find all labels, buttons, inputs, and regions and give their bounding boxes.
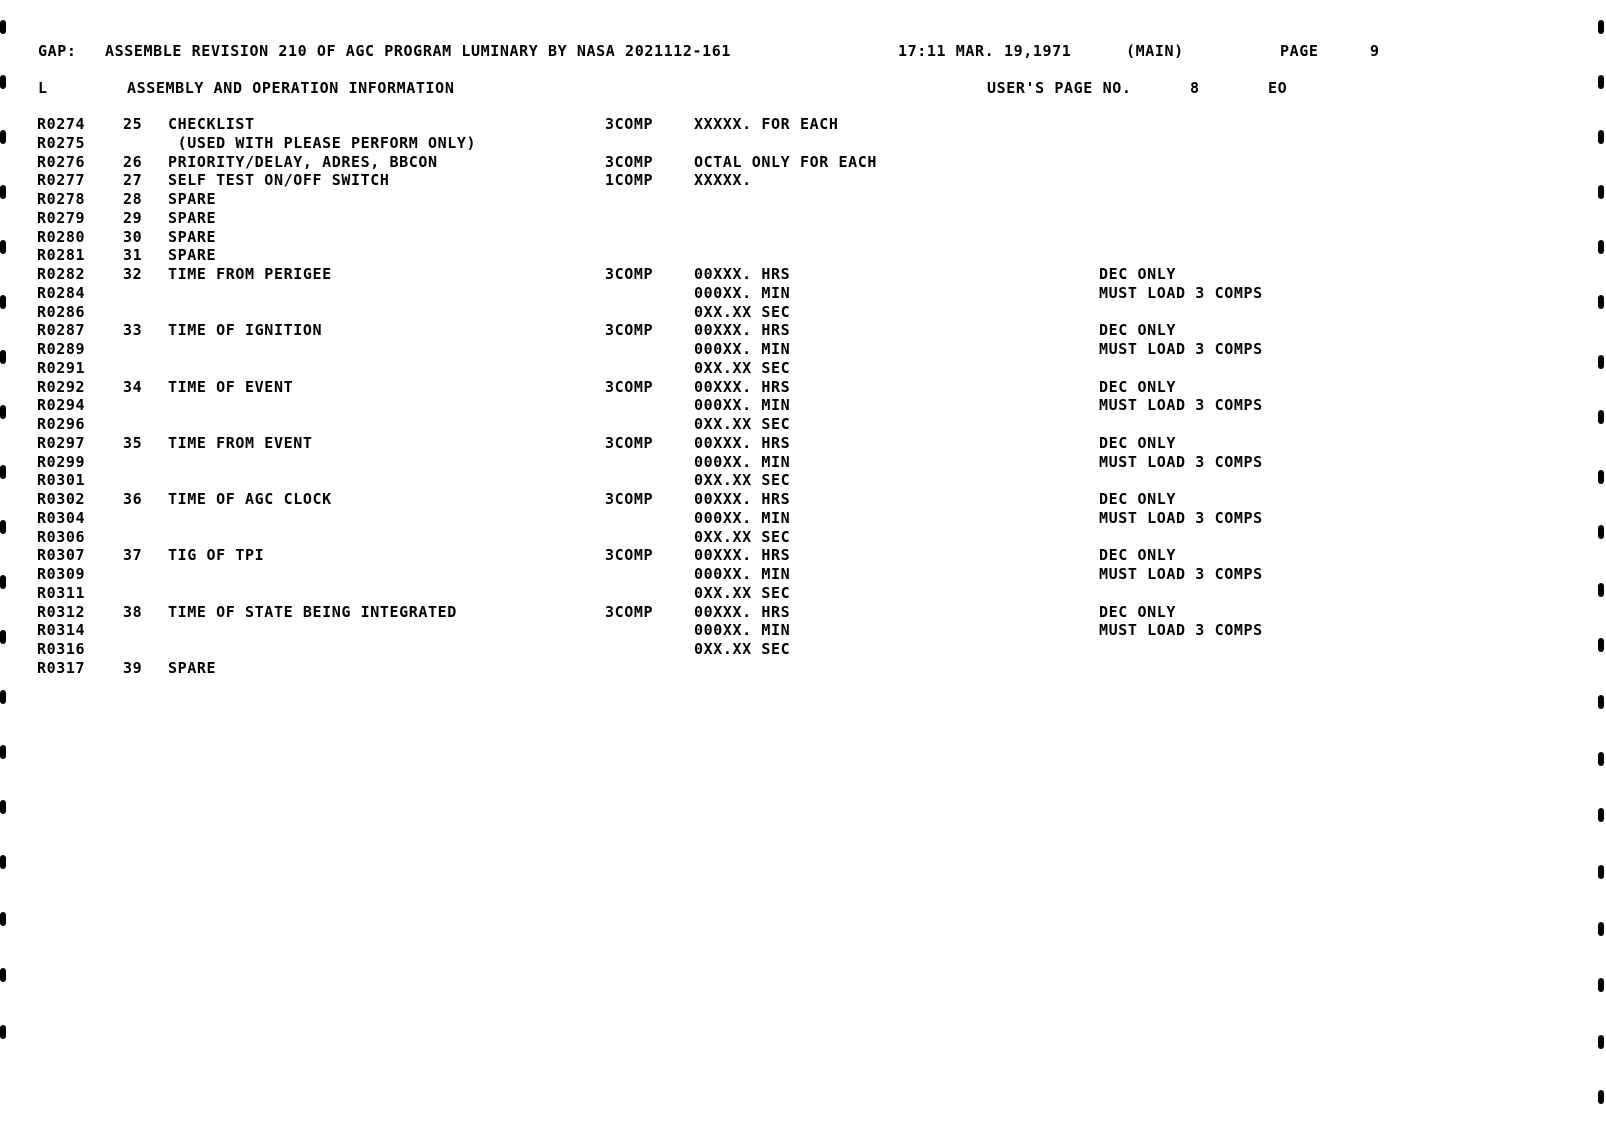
display-format: 0XX.XX SEC <box>694 583 791 602</box>
table-row <box>0 246 1606 264</box>
feed-hole <box>0 800 6 814</box>
item-note: DEC ONLY <box>1099 546 1177 565</box>
item-number: 33 <box>123 321 143 340</box>
section-title: ASSEMBLY AND OPERATION INFORMATION <box>127 79 455 97</box>
item-number: 39 <box>123 658 143 677</box>
record-number: R0309 <box>37 565 86 583</box>
table-row <box>0 378 1606 396</box>
item-number: 31 <box>123 246 143 265</box>
feed-hole <box>0 75 6 89</box>
display-format: 000XX. MIN <box>694 340 791 358</box>
table-row <box>0 621 1606 639</box>
item-number: 37 <box>123 546 143 565</box>
table-row <box>0 134 1606 152</box>
item-note: MUST LOAD 3 COMPS <box>1099 283 1263 302</box>
feed-hole <box>1598 808 1604 822</box>
display-format: OCTAL ONLY FOR EACH <box>694 152 877 171</box>
table-row <box>0 434 1606 452</box>
display-format: 000XX. MIN <box>694 283 791 302</box>
table-row <box>0 115 1606 133</box>
header-main-label: (MAIN) <box>1126 42 1184 60</box>
users-page-number: 8 <box>1190 79 1200 97</box>
record-number: R0286 <box>37 302 86 321</box>
record-number: R0282 <box>37 265 86 283</box>
item-note: DEC ONLY <box>1099 433 1177 452</box>
item-number: 34 <box>123 377 143 396</box>
item-note: DEC ONLY <box>1099 377 1177 396</box>
display-format: 000XX. MIN <box>694 621 791 640</box>
feed-hole <box>1598 20 1604 34</box>
display-format: 00XXX. HRS <box>694 546 791 565</box>
table-row <box>0 340 1606 358</box>
record-number: R0276 <box>37 152 86 171</box>
feed-hole <box>1598 752 1604 766</box>
table-row <box>0 303 1606 321</box>
component-count: 3COMP <box>605 546 654 565</box>
feed-hole <box>1598 638 1604 652</box>
header-page-label: PAGE <box>1280 42 1319 60</box>
item-note: MUST LOAD 3 COMPS <box>1099 340 1263 358</box>
record-number: R0316 <box>37 640 86 658</box>
feed-hole <box>0 855 6 869</box>
feed-hole <box>1598 1035 1604 1049</box>
feed-hole <box>0 575 6 589</box>
feed-hole <box>0 350 6 364</box>
record-number: R0274 <box>37 115 86 133</box>
record-number: R0287 <box>37 321 86 340</box>
feed-hole <box>1598 470 1604 484</box>
record-number: R0311 <box>37 583 86 602</box>
feed-hole <box>0 240 6 254</box>
feed-hole <box>1598 695 1604 709</box>
component-count: 3COMP <box>605 602 654 621</box>
feed-hole <box>1598 130 1604 144</box>
table-row <box>0 284 1606 302</box>
item-note: MUST LOAD 3 COMPS <box>1099 621 1263 640</box>
display-format: 0XX.XX SEC <box>694 471 791 490</box>
feed-hole <box>0 295 6 309</box>
display-format: 00XXX. HRS <box>694 602 791 621</box>
subheader-marker: L <box>38 79 48 97</box>
feed-hole <box>1598 978 1604 992</box>
item-description: TIG OF TPI <box>168 546 265 565</box>
item-description: (USED WITH PLEASE PERFORM ONLY) <box>168 133 477 152</box>
item-description: TIME OF STATE BEING INTEGRATED <box>168 602 457 621</box>
feed-hole <box>0 630 6 644</box>
feed-hole <box>0 130 6 144</box>
feed-hole <box>1598 240 1604 254</box>
display-format: 000XX. MIN <box>694 452 791 471</box>
feed-hole <box>1598 75 1604 89</box>
display-format: 00XXX. HRS <box>694 265 791 283</box>
feed-hole <box>0 185 6 199</box>
table-row <box>0 415 1606 433</box>
table-row <box>0 153 1606 171</box>
feed-hole <box>1598 583 1604 597</box>
component-count: 3COMP <box>605 433 654 452</box>
item-description: SPARE <box>168 246 217 265</box>
feed-hole <box>0 520 6 534</box>
feed-hole <box>0 912 6 926</box>
record-number: R0299 <box>37 452 86 471</box>
table-row <box>0 546 1606 564</box>
component-count: 3COMP <box>605 152 654 171</box>
feed-hole <box>0 465 6 479</box>
item-description: TIME FROM PERIGEE <box>168 265 332 283</box>
item-description: SPARE <box>168 658 217 677</box>
item-number: 32 <box>123 265 143 283</box>
item-number: 38 <box>123 602 143 621</box>
feed-hole <box>0 20 6 34</box>
header-title: ASSEMBLE REVISION 210 OF AGC PROGRAM LUMINARY BY NASA 2021112-161 <box>105 42 731 60</box>
header-page-number: 9 <box>1370 42 1380 60</box>
record-number: R0317 <box>37 658 86 677</box>
table-row <box>0 471 1606 489</box>
feed-hole <box>0 968 6 982</box>
record-number: R0297 <box>37 433 86 452</box>
record-number: R0279 <box>37 208 86 227</box>
display-format: 0XX.XX SEC <box>694 358 791 377</box>
display-format: XXXXX. <box>694 171 752 190</box>
display-format: 000XX. MIN <box>694 396 791 415</box>
subheader-code: EO <box>1268 79 1288 97</box>
display-format: 0XX.XX SEC <box>694 415 791 433</box>
table-row <box>0 453 1606 471</box>
item-description: SPARE <box>168 190 217 208</box>
feed-hole <box>1598 295 1604 309</box>
table-row <box>0 190 1606 208</box>
item-note: MUST LOAD 3 COMPS <box>1099 565 1263 583</box>
component-count: 3COMP <box>605 265 654 283</box>
users-page-label: USER'S PAGE NO. <box>987 79 1132 97</box>
table-row <box>0 321 1606 339</box>
record-number: R0292 <box>37 377 86 396</box>
record-number: R0307 <box>37 546 86 565</box>
record-number: R0289 <box>37 340 86 358</box>
item-note: MUST LOAD 3 COMPS <box>1099 396 1263 415</box>
table-row <box>0 528 1606 546</box>
display-format: 0XX.XX SEC <box>694 302 791 321</box>
feed-hole <box>1598 1090 1604 1104</box>
record-number: R0301 <box>37 471 86 490</box>
display-format: 0XX.XX SEC <box>694 640 791 658</box>
record-number: R0278 <box>37 190 86 208</box>
item-note: MUST LOAD 3 COMPS <box>1099 452 1263 471</box>
record-number: R0314 <box>37 621 86 640</box>
record-number: R0306 <box>37 527 86 546</box>
component-count: 3COMP <box>605 377 654 396</box>
feed-hole <box>0 405 6 419</box>
record-number: R0302 <box>37 490 86 508</box>
feed-hole <box>1598 922 1604 936</box>
record-number: R0296 <box>37 415 86 433</box>
table-row <box>0 209 1606 227</box>
record-number: R0275 <box>37 133 86 152</box>
item-number: 27 <box>123 171 143 190</box>
feed-hole <box>1598 185 1604 199</box>
table-row <box>0 396 1606 414</box>
item-description: TIME FROM EVENT <box>168 433 313 452</box>
table-row <box>0 640 1606 658</box>
header-datetime: 17:11 MAR. 19,1971 <box>898 42 1072 60</box>
record-number: R0294 <box>37 396 86 415</box>
record-number: R0280 <box>37 227 86 246</box>
header-gap-label: GAP: <box>38 42 77 60</box>
display-format: XXXXX. FOR EACH <box>694 115 839 133</box>
item-note: DEC ONLY <box>1099 265 1177 283</box>
table-row <box>0 584 1606 602</box>
feed-hole <box>1598 525 1604 539</box>
item-description: SELF TEST ON/OFF SWITCH <box>168 171 390 190</box>
table-row <box>0 509 1606 527</box>
item-note: DEC ONLY <box>1099 490 1177 508</box>
table-row <box>0 490 1606 508</box>
table-row <box>0 359 1606 377</box>
table-row <box>0 603 1606 621</box>
record-number: R0291 <box>37 358 86 377</box>
item-description: TIME OF AGC CLOCK <box>168 490 332 508</box>
feed-hole <box>0 1025 6 1039</box>
display-format: 00XXX. HRS <box>694 377 791 396</box>
item-description: SPARE <box>168 227 217 246</box>
record-number: R0281 <box>37 246 86 265</box>
record-number: R0284 <box>37 283 86 302</box>
table-row <box>0 565 1606 583</box>
item-note: DEC ONLY <box>1099 321 1177 340</box>
component-count: 3COMP <box>605 321 654 340</box>
display-format: 0XX.XX SEC <box>694 527 791 546</box>
component-count: 3COMP <box>605 115 654 133</box>
record-number: R0277 <box>37 171 86 190</box>
feed-hole <box>0 745 6 759</box>
display-format: 000XX. MIN <box>694 565 791 583</box>
item-number: 35 <box>123 433 143 452</box>
table-row <box>0 171 1606 189</box>
item-description: SPARE <box>168 208 217 227</box>
item-note: MUST LOAD 3 COMPS <box>1099 508 1263 527</box>
table-row <box>0 265 1606 283</box>
display-format: 00XXX. HRS <box>694 490 791 508</box>
feed-hole <box>0 690 6 704</box>
display-format: 000XX. MIN <box>694 508 791 527</box>
table-row <box>0 659 1606 677</box>
item-description: TIME OF EVENT <box>168 377 294 396</box>
item-description: TIME OF IGNITION <box>168 321 323 340</box>
display-format: 00XXX. HRS <box>694 433 791 452</box>
item-number: 36 <box>123 490 143 508</box>
record-number: R0312 <box>37 602 86 621</box>
component-count: 3COMP <box>605 490 654 508</box>
item-number: 26 <box>123 152 143 171</box>
item-note: DEC ONLY <box>1099 602 1177 621</box>
feed-hole <box>1598 355 1604 369</box>
item-number: 28 <box>123 190 143 208</box>
component-count: 1COMP <box>605 171 654 190</box>
item-number: 30 <box>123 227 143 246</box>
item-number: 29 <box>123 208 143 227</box>
item-description: CHECKLIST <box>168 115 255 133</box>
item-number: 25 <box>123 115 143 133</box>
display-format: 00XXX. HRS <box>694 321 791 340</box>
item-description: PRIORITY/DELAY, ADRES, BBCON <box>168 152 438 171</box>
feed-hole <box>1598 865 1604 879</box>
table-row <box>0 228 1606 246</box>
feed-hole <box>1598 410 1604 424</box>
record-number: R0304 <box>37 508 86 527</box>
